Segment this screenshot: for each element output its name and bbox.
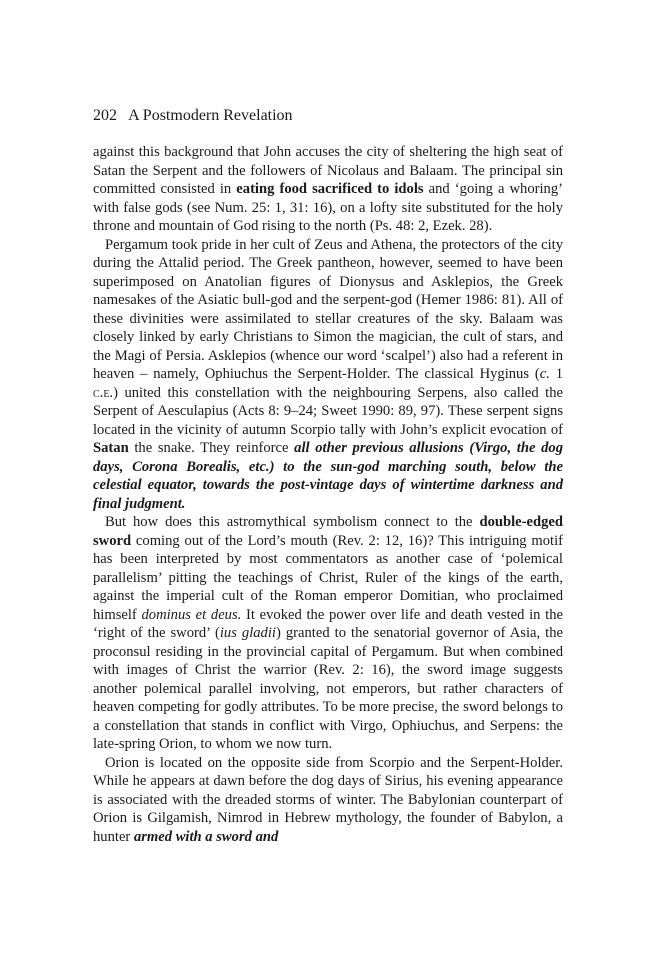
paragraph <box>93 513 563 754</box>
body-text <box>93 143 563 846</box>
text-run: But how does this astromythical symbolism connect to the <box>105 514 480 530</box>
text-run: the snake. They reinforce <box>128 440 295 456</box>
text-run: double-edged sword <box>93 514 563 549</box>
text-run: and ‘going a whoring’ with false gods (see Num. 25: 1, 31: 16), on a lofty site substituted for the holy throne and mountain of God rising to the north (Ps. 48: 2, Ezek. 28). <box>93 181 563 234</box>
text-run: ) united this constellation with the neighbouring Serpens, also called the Serpent of Aesculapius (Acts 8: 9–24; Sweet 1990: 89, 97). These serpent signs located in the vicinity of autumn Scorpio tally with John’s explicit evocation of <box>93 384 563 438</box>
text-run: c. <box>539 366 550 382</box>
paragraph <box>93 754 563 847</box>
running-header <box>93 106 563 126</box>
paragraph <box>93 236 563 514</box>
paragraph <box>93 143 563 236</box>
running-title: A Postmodern Revelation <box>128 107 293 124</box>
text-run: dominus et deus. <box>141 606 242 623</box>
text-run: 1 <box>549 366 563 382</box>
text-run: eating food sacrificed to idols <box>236 181 424 197</box>
text-run: c.e. <box>93 384 114 401</box>
text-run: It evoked the power over life and death vested in the ‘right of the sword’ ( <box>93 606 563 641</box>
text-run: Satan <box>93 440 129 456</box>
text-run: against this background that John accuses the city of sheltering the high seat of Satan the Serpent and the followers of Nicolaus and Balaam. The principal sin committed consisted in <box>93 144 563 197</box>
text-run: armed with a sword and <box>133 828 279 845</box>
text-run: all other previous allusions (Virgo, the dog days, Corona Borealis, etc.) to the sun-god marching south, below the celestial equator, towards the post-vintage days of wintertime darkness and final judgment. <box>93 440 563 512</box>
text-run: Orion is located on the opposite side from Scorpio and the Serpent-Holder. While he appears at dawn before the dog days of Sirius, his evening appearance is associated with the dreaded storms of winter. The Babylonian counterpart of Orion is Gilgamish, Nimrod in Hebrew mythology, the founder of Babylon, a hunter <box>93 754 563 845</box>
page-number: 202 <box>93 107 117 124</box>
text-run: ) granted to the senatorial governor of Asia, the proconsul residing in the provincial capital of Pergamum. But when combined with images of Christ the warrior (Rev. 2: 16), the sword image suggests another polemical parallel involving, not emperors, but rather characters of heaven competing for godly attributes. To be more precise, the sword belongs to a constellation that stands in conflict with Virgo, Ophiuchus, and Serpens: the late-spring Orion, to whom we now turn. <box>93 625 564 752</box>
text-run: ius gladii <box>219 625 276 641</box>
text-run: coming out of the Lord’s mouth (Rev. 2: 12, 16)? This intriguing motif has been interpreted by most commentators as another case of ‘polemical parallelism’ pitting the teachings of Christ, Ruler of the kings of the earth, against the imperial cult of the Roman emperor Domitian, who proclaimed himself <box>93 532 563 623</box>
text-run: Pergamum took pride in her cult of Zeus and Athena, the protectors of the city during the Attalid period. The Greek pantheon, however, seemed to have been superimposed on Anatolian figures of Dionysus and Asklepios, the Greek namesakes of the Asiatic bull-god and the serpent-god (Hemer 1986: 81). All of these divinities were assimilated to stellar creatures of the sky. Balaam was closely linked by early Christians to Simon the magician, the cult of stars, and the Magi of Persia. Asklepios (whence our word ‘scalpel’) also had a referent in heaven – namely, Ophiuchus the Serpent-Holder. The classical Hyginus ( <box>93 236 563 382</box>
